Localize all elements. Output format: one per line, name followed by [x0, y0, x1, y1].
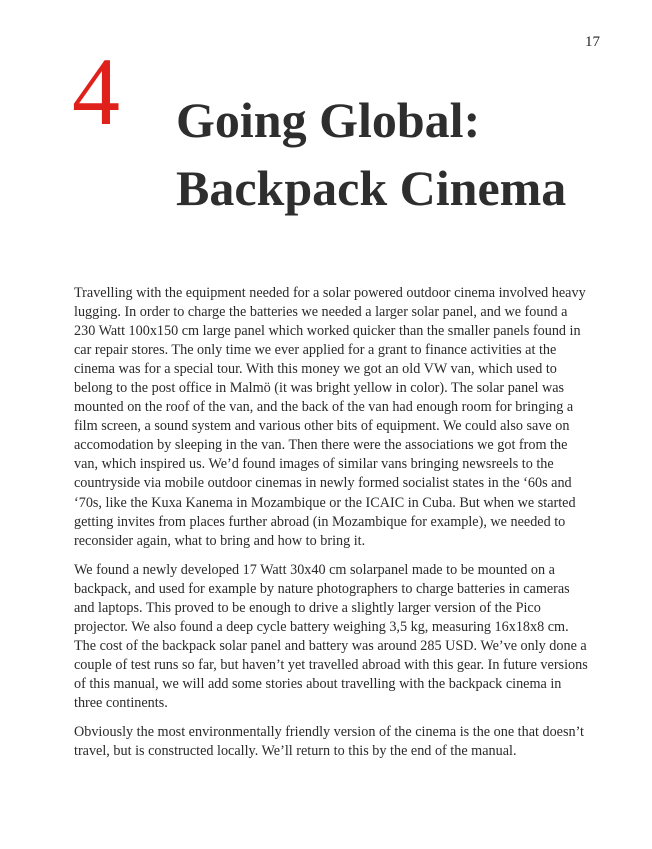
chapter-number: 4 — [72, 38, 120, 145]
body-text — [74, 284, 592, 771]
paragraph-2: We found a newly developed 17 Watt 30x40 cm solarpanel made to be mounted on a backpack, and used for example by nature photographers to charge batteries in cameras and laptops. This proved to be enough to drive a slightly larger version of the Pico projector. We also found a deep cycle battery weighing 3,5 kg, measuring 16x18x8 cm. The cost of the backpack solar panel and battery was around 285 USD. We’ve only done a couple of test runs so far, but haven’t yet travelled abroad with this gear. In future versions of this manual, we will add some stories about travelling with the backpack cinema in three continents. — [74, 561, 588, 711]
page-number: 17 — [585, 34, 600, 50]
paragraph-1: Travelling with the equipment needed for a solar powered outdoor cinema involved heavy lugging. In order to charge the batteries we needed a larger solar panel, and we found a 230 Watt 100x150 cm large panel which worked quicker than the smaller panels found in car repair stores. The only time we ever applied for a grant to finance activities at the cinema was for a special tour. With this money we got an old VW van, which used to belong to the post office in Malmö (it was bright yellow in color). The solar panel was mounted on the roof of the van, and the back of the van had enough room for bringing a film screen, a sound system and various other bits of equipment. We could also save on accomodation by sleeping in the van. Then there were the associations we got from the van, which inspired us. We’d found images of similar vans bringing newsreels to the countryside via mobile outdoor cinemas in newly formed socialist states in the ‘60s and ‘70s, like the Kuxa Kanema in Mozambique or the ICAIC in Cuba. But when we started getting invites from places further abroad (in Mozambique for example), we needed to reconsider again, what to bring and how to bring it. — [74, 285, 586, 549]
chapter-title — [176, 86, 616, 222]
chapter-title-line-1: Going Global: — [176, 92, 481, 148]
paragraph-3: Obviously the most environmentally friendly version of the cinema is the one that doesn’t travel, but is constructed locally. We’ll return to this by the end of the manual. — [74, 724, 584, 760]
chapter-title-line-2: Backpack Cinema — [176, 160, 567, 216]
